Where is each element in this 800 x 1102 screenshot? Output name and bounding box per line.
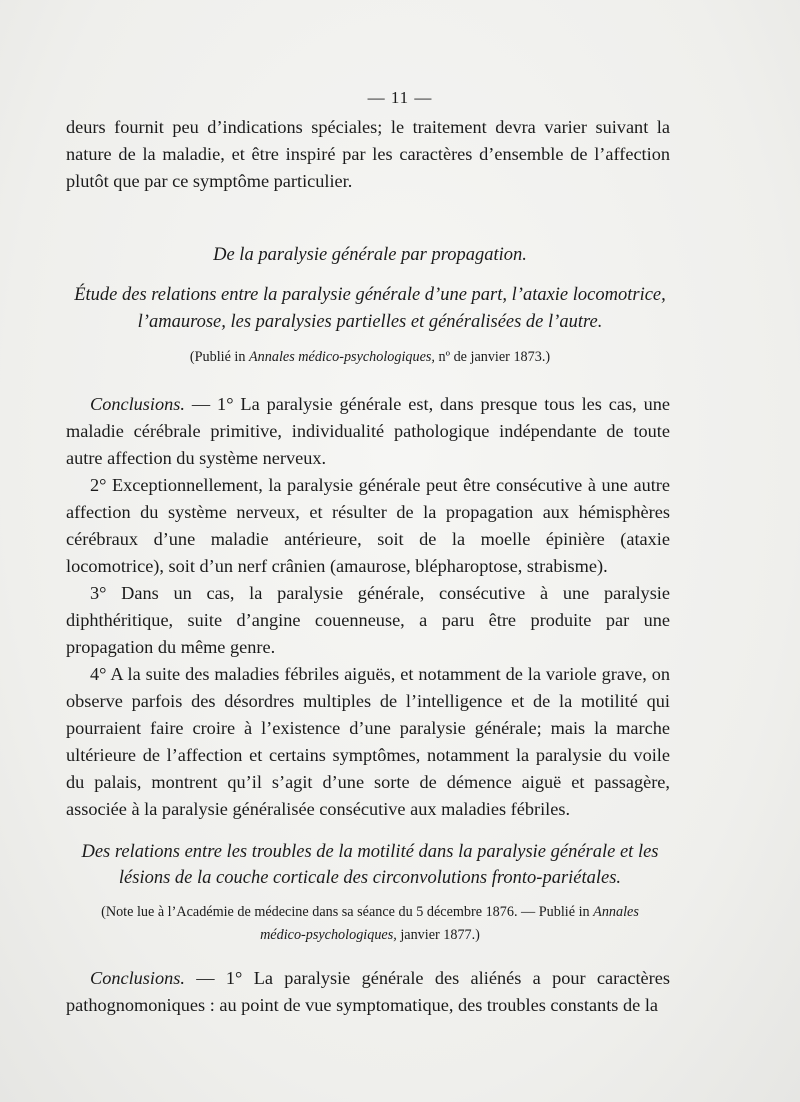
section1-conclusion-3: 3° Dans un cas, la paralysie générale, consécutive à une paralysie diphthéritique, suite d’angine couenneuse, a paru être produite par une propagation du même genre.: [66, 583, 670, 657]
conclusion-1-text: — 1° La paralysie générale est, dans presque tous les cas, une maladie cérébrale primitive, individualité pathologique indépendante de toute autre affection du système nerveux.: [66, 394, 670, 468]
section2-conclusions: [66, 965, 670, 1019]
note-journal-a: Annales: [593, 904, 639, 920]
section2-title-line1: Des relations entre les troubles de la motilité dans la paralysie générale et les: [81, 842, 659, 862]
opening-paragraph: [66, 114, 670, 195]
section1-publication-note: [60, 345, 680, 369]
section1-conclusion-4: 4° A la suite des maladies fébriles aiguës, et notamment de la variole grave, on observe parfois des désordres multiples de l’intelligence et de la motilité qui pourraient faire croire à l’existence d’une paralysie générale; mais la marche ultérieure de l’affection et certains symptômes, notamment la paralysie du voile du palais, montrent qu’il s’agit d’une sorte de démence aiguë et passagère, associée à la paralysie généralisée consécutive aux maladies fébriles.: [66, 664, 670, 819]
section1-conclusions: [66, 391, 670, 823]
section2-title-line2: lésions de la couche corticale des circonvolutions fronto-pariétales.: [118, 868, 622, 888]
section2-note-line1: [60, 900, 680, 924]
section2-conclusion-1-text: — 1° La paralysie générale des aliénés a pour caractères pathognomoniques : au point de vue symptomatique, des troubles constants de la: [66, 968, 670, 1015]
section1-conclusion-1: [66, 391, 670, 472]
note-text: (Note lue à l’Académie de médecine dans sa séance du 5 décembre 1876. — Publié in: [101, 904, 594, 920]
note-journal-b: médico-psychologiques,: [260, 927, 397, 943]
pub-prefix: (Publié in: [189, 349, 250, 365]
note-suffix: janvier 1877.): [396, 927, 480, 943]
conclusions-label: Conclusions.: [90, 394, 185, 414]
opening-paragraph-text: deurs fournit peu d’indications spéciales; le traitement devra varier suivant la nature de la maladie, et être inspiré par les caractères d’ensemble de l’affection plutôt que par ce symptôme particulier.: [66, 117, 670, 191]
pub-journal: Annales médico-psychologiques,: [249, 349, 435, 365]
page-number: — 11 —: [367, 88, 433, 107]
section1-conclusion-2: 2° Exceptionnellement, la paralysie générale peut être consécutive à une autre affection du système nerveux, et résulter de la propagation aux hémisphères cérébraux d’une maladie antérieure, soit de la moelle épinière (ataxie locomotrice), soit d’un nerf crânien (amaurose, blépharoptose, strabisme).: [66, 475, 670, 576]
section2-conclusion-1: [66, 965, 670, 1019]
section1-title: De la paralysie générale par propagation.: [213, 245, 527, 265]
section2-note-line2: [60, 923, 680, 947]
pub-suffix: nº de janvier 1873.): [434, 349, 551, 365]
section1-subtitle-line2: l’amaurose, les paralysies partielles et généralisées de l’autre.: [137, 312, 603, 332]
section2-conclusions-label: Conclusions.: [90, 968, 185, 988]
section1-subtitle-line1: Étude des relations entre la paralysie générale d’une part, l’ataxie locomotrice,: [74, 285, 666, 305]
